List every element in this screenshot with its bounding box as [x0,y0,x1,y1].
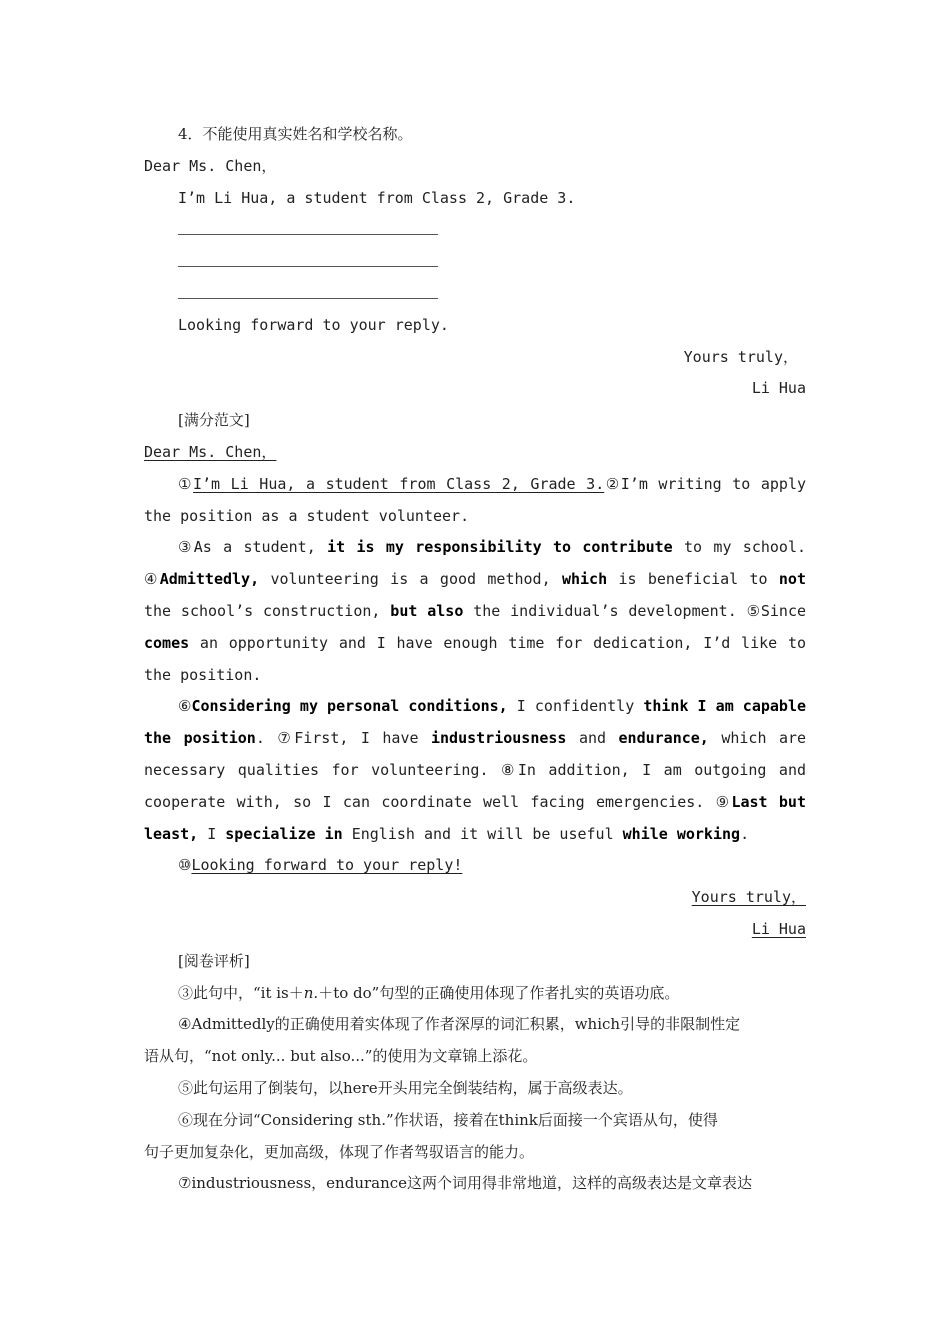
blank-line [144,278,806,310]
review-comment-7: ⑦industriousness，endurance这两个词用得非常地道，这样的高级表达是文章表达 [178,1174,753,1193]
highlight-phrase: Admittedly, [159,570,260,589]
sentence-marker: ③ [178,538,194,557]
highlight-phrase: specialize in [225,824,343,843]
text-run: and [578,729,607,748]
sentence-marker: ⑤ [746,601,761,620]
text-run: the school’s construction, [144,601,381,620]
blank-line [144,214,806,246]
letter-signoff: Yours truly， [683,347,798,366]
text-run: ③此句中，“it is＋ [178,983,304,1002]
letter-greeting: Dear Ms. Chen， [144,156,277,175]
model-p3-line2 [144,723,806,755]
highlight-phrase: Considering my personal conditions, [191,697,508,716]
sentence-marker: ⑩ [178,856,192,875]
model-p2-line5: the position. [144,665,262,684]
review-comment-6-line1: ⑥现在分词“Considering sth.”作状语，接着在think后面接一个宾语从句，使得 [178,1110,718,1129]
model-signoff [144,882,806,914]
text-run: the individual’s development. [473,601,737,620]
sentence-marker: ⑨ [715,792,732,811]
model-p1-line2: the position as a student volunteer. [144,506,470,525]
model-signature [144,914,806,946]
highlight-phrase: industriousness [431,729,567,748]
model-p3-line3 [144,755,806,787]
highlight-phrase: think I am capable [643,697,806,716]
text-run: ＋to do”句型的正确使用体现了作者扎实的英语功底。 [318,983,680,1002]
highlight-phrase: which [561,570,608,589]
sentence-marker: ⑧ [500,760,518,779]
letter-closing: Looking forward to your reply. [178,315,449,334]
model-p3-line1 [144,691,806,723]
text-run: Since [760,601,806,620]
sentence-marker: ② [604,474,621,493]
sentence-marker: ⑥ [178,697,192,716]
review-comment-4-line2: 语从句，“not only... but also...”的使用为文章锦上添花。 [144,1047,538,1066]
signature-text: Li Hua [751,919,806,938]
highlight-phrase: it is my responsibility to contribute [327,538,673,557]
signoff-text: Yours truly， [691,888,806,907]
text-run: which are [721,729,806,748]
highlight-phrase: comes [144,633,190,652]
model-p2-line2 [144,564,806,596]
sentence-2: I’m writing to apply [620,474,806,493]
text-run: cooperate with, so I can coordinate well facing emergencies. [144,792,705,811]
italic-abbr: n. [303,983,319,1002]
review-comment-3 [144,978,806,1010]
review-heading: [阅卷评析] [178,951,250,970]
model-p2-line4 [144,628,806,660]
model-greeting [144,437,806,469]
highlight-phrase: but also [390,601,464,620]
review-comment-5: ⑤此句运用了倒装句，以here开头用完全倒装结构，属于高级表达。 [178,1078,633,1097]
text-run: As a student, [193,538,316,557]
model-p2-line1 [144,532,806,564]
highlight-phrase: while working [622,824,741,843]
blank-line [144,246,806,278]
model-greeting-text: Dear Ms. Chen， [144,442,277,461]
highlight-phrase: least, [144,824,199,843]
highlight-phrase: not [778,570,806,589]
highlight-phrase: Last but [731,792,806,811]
sentence-marker: ④ [144,570,160,589]
highlight-phrase: endurance, [618,729,709,748]
sentence-marker: ⑦ [277,729,295,748]
model-essay-heading: [满分范文] [178,411,250,430]
closing-text: Looking forward to your reply! [191,856,463,875]
model-p2-line3 [144,596,806,628]
review-comment-4-line1: ④Admittedly的正确使用着实体现了作者深厚的词汇积累，which引导的非限制性定 [178,1015,741,1034]
model-p1-line1 [144,469,806,501]
text-run: to my school. [684,538,806,557]
text-run: volunteering is a good method, [270,570,551,589]
requirement-4: 4．不能使用真实姓名和学校名称。 [178,125,413,143]
model-p3-line4 [144,787,806,819]
letter-signature: Li Hua [751,379,806,398]
document-content [144,119,806,1200]
text-run: an opportunity and I have enough time for dedication, I’d like to [199,633,806,652]
text-run: English and it will be useful [351,824,614,843]
letter-intro: I’m Li Hua, a student from Class 2, Grade 3. [178,188,576,207]
text-run: I confidently [516,697,635,716]
text-run: . [740,824,750,843]
highlight-phrase: the position [144,729,256,748]
text-run: necessary qualities for volunteering. [144,760,489,779]
text-run: First, I have [294,729,419,748]
sentence-marker: ① [178,474,193,493]
text-run: I [207,824,217,843]
sentence-1: I’m Li Hua, a student from Class 2, Grade 3. [193,474,605,493]
review-comment-6-line2: 句子更加复杂化，更加高级，体现了作者驾驭语言的能力。 [144,1142,535,1161]
text-run: is beneficial to [618,570,768,589]
text-run: . [255,729,265,748]
text-run: In addition, I am outgoing and [517,760,806,779]
model-p3-line5 [144,819,806,851]
model-closing [144,850,806,882]
